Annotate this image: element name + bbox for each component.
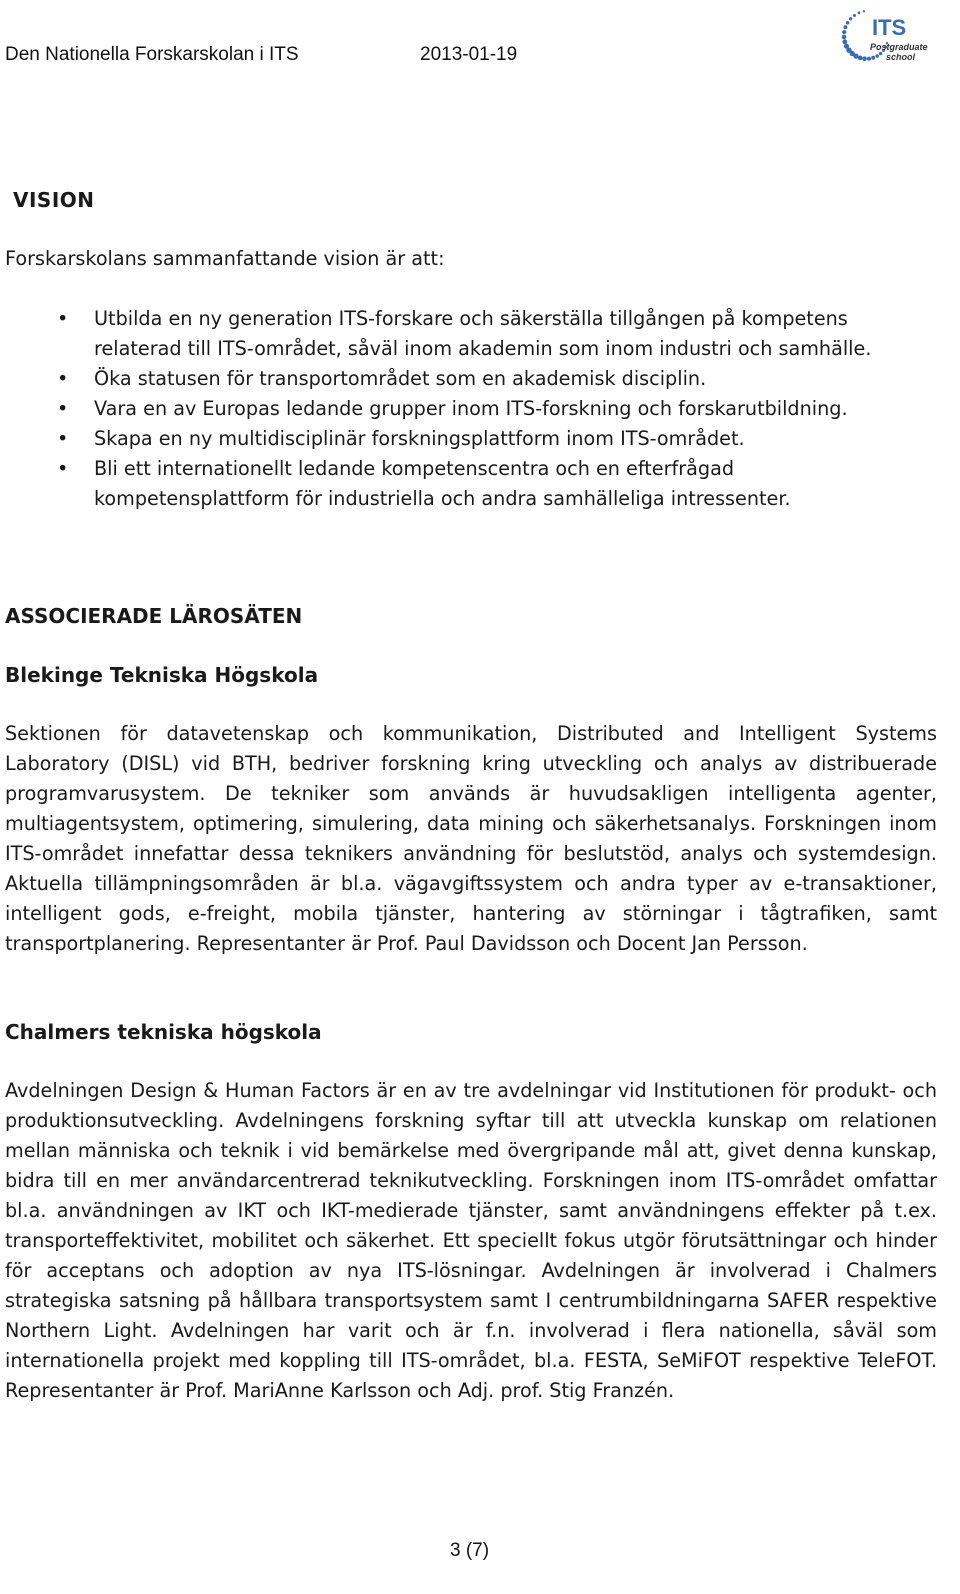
logo-dot [858, 12, 861, 15]
list-item [5, 394, 895, 424]
logo-dot [849, 17, 852, 20]
logo-dot [842, 39, 847, 44]
logo-dot [853, 14, 856, 17]
logo-dot [846, 21, 850, 25]
list-item [5, 454, 895, 514]
its-logo [836, 4, 952, 70]
logo-dot [842, 35, 847, 40]
logo-line1: Postgraduate [870, 42, 928, 52]
bullet-icon: • [57, 367, 69, 390]
logo-dot [871, 56, 875, 60]
logo-dot [842, 30, 846, 34]
bullet-icon: • [57, 427, 69, 450]
header-title: Den Nationella Forskarskolan i ITS [5, 44, 299, 65]
vision-heading: VISION [13, 188, 95, 212]
page-number: 3 (7) [450, 1540, 490, 1561]
logo-dot [862, 56, 867, 61]
bullet-icon: • [57, 457, 69, 480]
vision-item-text: Utbilda en ny generation ITS-forskare och säkerställa tillgången på kompetens relaterad till ITS-området, såväl inom akademin som inom industri och samhälle. [94, 307, 872, 360]
page-header [0, 0, 960, 90]
university-text-bth: Sektionen för datavetenskap och kommunikation, Distributed and Intelligent Systems Laboratory (DISL) vid BTH, bedriver forskning kring utveckling och analys av distribuerade programvarusystem. De tekniker som används är huvudsakligen intelligenta agenter, multiagentsystem, optimering, simulering, data mining och säkerhetsanalys. Forskningen inom ITS-området innefattar dessa teknikers användning för beslutstöd, analys och systemdesign. Aktuella tillämpningsområden är bl.a. vägavgiftssystem och andra typer av e-transaktioner, intelligent gods, e-freight, mobila tjänster, hantering av störningar i tågtrafiken, samt transportplanering. Representanter är Prof. Paul Davidsson och Docent Jan Persson. [5, 722, 937, 955]
logo-dot [863, 10, 865, 12]
list-item [5, 424, 895, 454]
logo-line2: school [886, 52, 916, 62]
university-text-chalmers: Avdelningen Design & Human Factors är en av tre avdelningar vid Institutionen för produkt- och produktionsutveckling. Avdelningens forskning syftar till att utveckla kunskap om relationen mellan människa och teknik i vid bemärkelse med övergripande mål att, givet denna kunskap, bidra till en mer användarcentrerad teknikutveckling. Forskningen inom ITS-området omfattar bl.a. användningen av IKT och IKT-medierade tjänster, samt användningens effekter på t.ex. transporteffektivitet, mobilitet och säkerhet. Ett speciellt fokus utgör förutsättningar och hinder för acceptans och adoption av nya ITS-lösningar. Avdelningen är involverad i Chalmers strategiska satsning på hållbara transportsystem samt I centrumbildningarna SAFER respektive Northern Light. Avdelningen har varit och är f.n. involverad i flera nationella, såväl som internationella projekt med koppling till ITS-området, bl.a. FESTA, SeMiFOT respektive TeleFOT. Representanter är Prof. MariAnne Karlsson och Adj. prof. Stig Franzén. [5, 1079, 937, 1402]
associated-heading: ASSOCIERADE LÄROSÄTEN [5, 604, 303, 628]
vision-item-text: Öka statusen för transportområdet som en akademisk disciplin. [94, 367, 707, 390]
university-name-chalmers: Chalmers tekniska högskola [5, 1020, 322, 1044]
logo-dot [843, 25, 847, 29]
list-item [5, 364, 895, 394]
vision-item-text: Vara en av Europas ledande grupper inom ITS-forskning och forskarutbildning. [94, 397, 848, 420]
vision-intro: Forskarskolans sammanfattande vision är att: [5, 247, 445, 270]
bullet-icon: • [57, 397, 69, 420]
vision-item-text: Bli ett internationellt ledande kompetenscentra och en efterfrågad kompetensplattform för industriella och andra samhälleliga intressenter. [94, 457, 791, 510]
vision-list [5, 304, 895, 514]
university-name-bth: Blekinge Tekniska Högskola [5, 663, 319, 687]
logo-main-text: ITS [872, 15, 907, 40]
logo-dot [858, 56, 863, 61]
vision-item-text: Skapa en ny multidisciplinär forskningsplattform inom ITS-området. [94, 427, 745, 450]
logo-dot [875, 54, 879, 58]
list-item [5, 304, 895, 364]
logo-dot [879, 52, 882, 55]
logo-dot [867, 57, 871, 61]
bullet-icon: • [57, 307, 69, 330]
header-date: 2013-01-19 [420, 44, 518, 65]
